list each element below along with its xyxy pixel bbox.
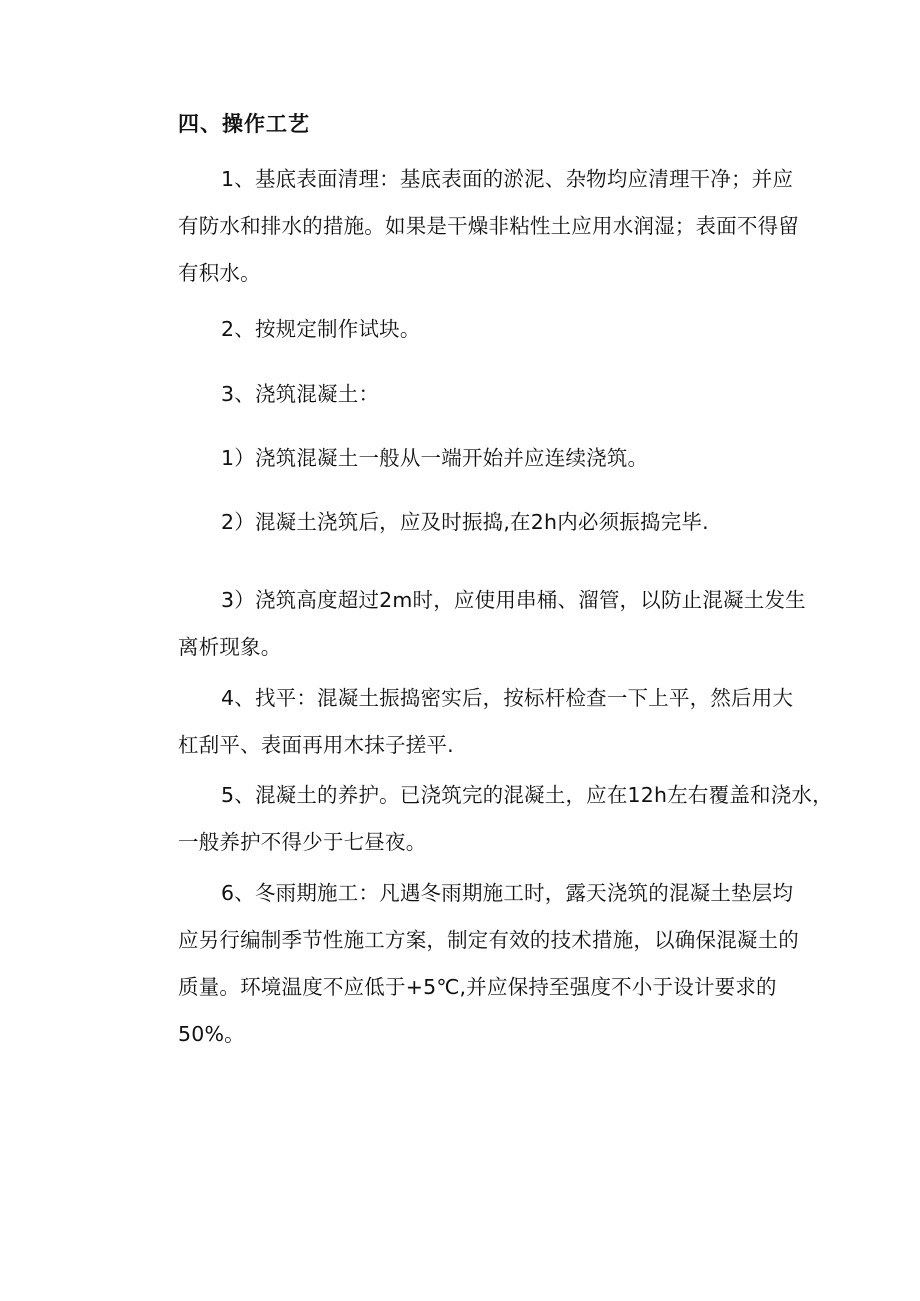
paragraph-leveling [135,675,794,769]
paragraph-line: 1、基底表面清理：基底表面的淤泥、杂物均应清理干净；并应 [221,167,794,191]
paragraph-line: 有防水和排水的措施。如果是干燥非粘性土应用水润湿；表面不得留 [178,214,799,238]
paragraph-pour-height [135,577,806,671]
paragraph-line: 应另行编制季节性施工方案，制定有效的技术措施，以确保混凝土的 [178,928,799,952]
paragraph-line: 一般养护不得少于七昼夜。 [178,830,427,854]
paragraph-line: 1）浇筑混凝土一般从一端开始并应连续浇筑。 [221,446,649,470]
paragraph-line: 有积水。 [178,261,261,285]
paragraph-line: 2、按规定制作试块。 [221,317,421,341]
paragraph-line: 质量。环境温度不应低于+5℃,并应保持至强度不小于设计要求的 [178,975,777,999]
paragraph-line: 50%。 [178,1022,245,1046]
paragraph-line: 2）混凝土浇筑后，应及时振捣,在2h内必须振捣完毕. [221,510,709,534]
paragraph-line: 6、冬雨期施工：凡遇冬雨期施工时，露天浇筑的混凝土垫层均 [221,881,794,905]
paragraph-line: 离析现象。 [178,635,282,659]
section-heading: 四、操作工艺 [178,112,310,136]
paragraph-line: 3、浇筑混凝土： [221,382,380,406]
paragraph-curing [135,772,833,866]
paragraph-line: 4、找平：混凝土振捣密实后，按标杆检查一下上平，然后用大 [221,686,794,710]
paragraph-line: 杠刮平、表面再用木抹子搓平. [178,733,454,757]
paragraph-line: 3）浇筑高度超过2m时，应使用串桶、溜管，以防止混凝土发生 [221,588,806,612]
paragraph-vibrate [135,499,785,546]
paragraph-base-cleaning [135,156,799,297]
paragraph-test-blocks [135,306,785,353]
paragraph-line: 5、混凝土的养护。已浇筑完的混凝土，应在12h左右覆盖和浇水， [221,783,833,807]
paragraph-pour-continuous [135,435,785,482]
paragraph-pour-concrete [135,371,785,418]
paragraph-winter-rain [135,870,799,1058]
